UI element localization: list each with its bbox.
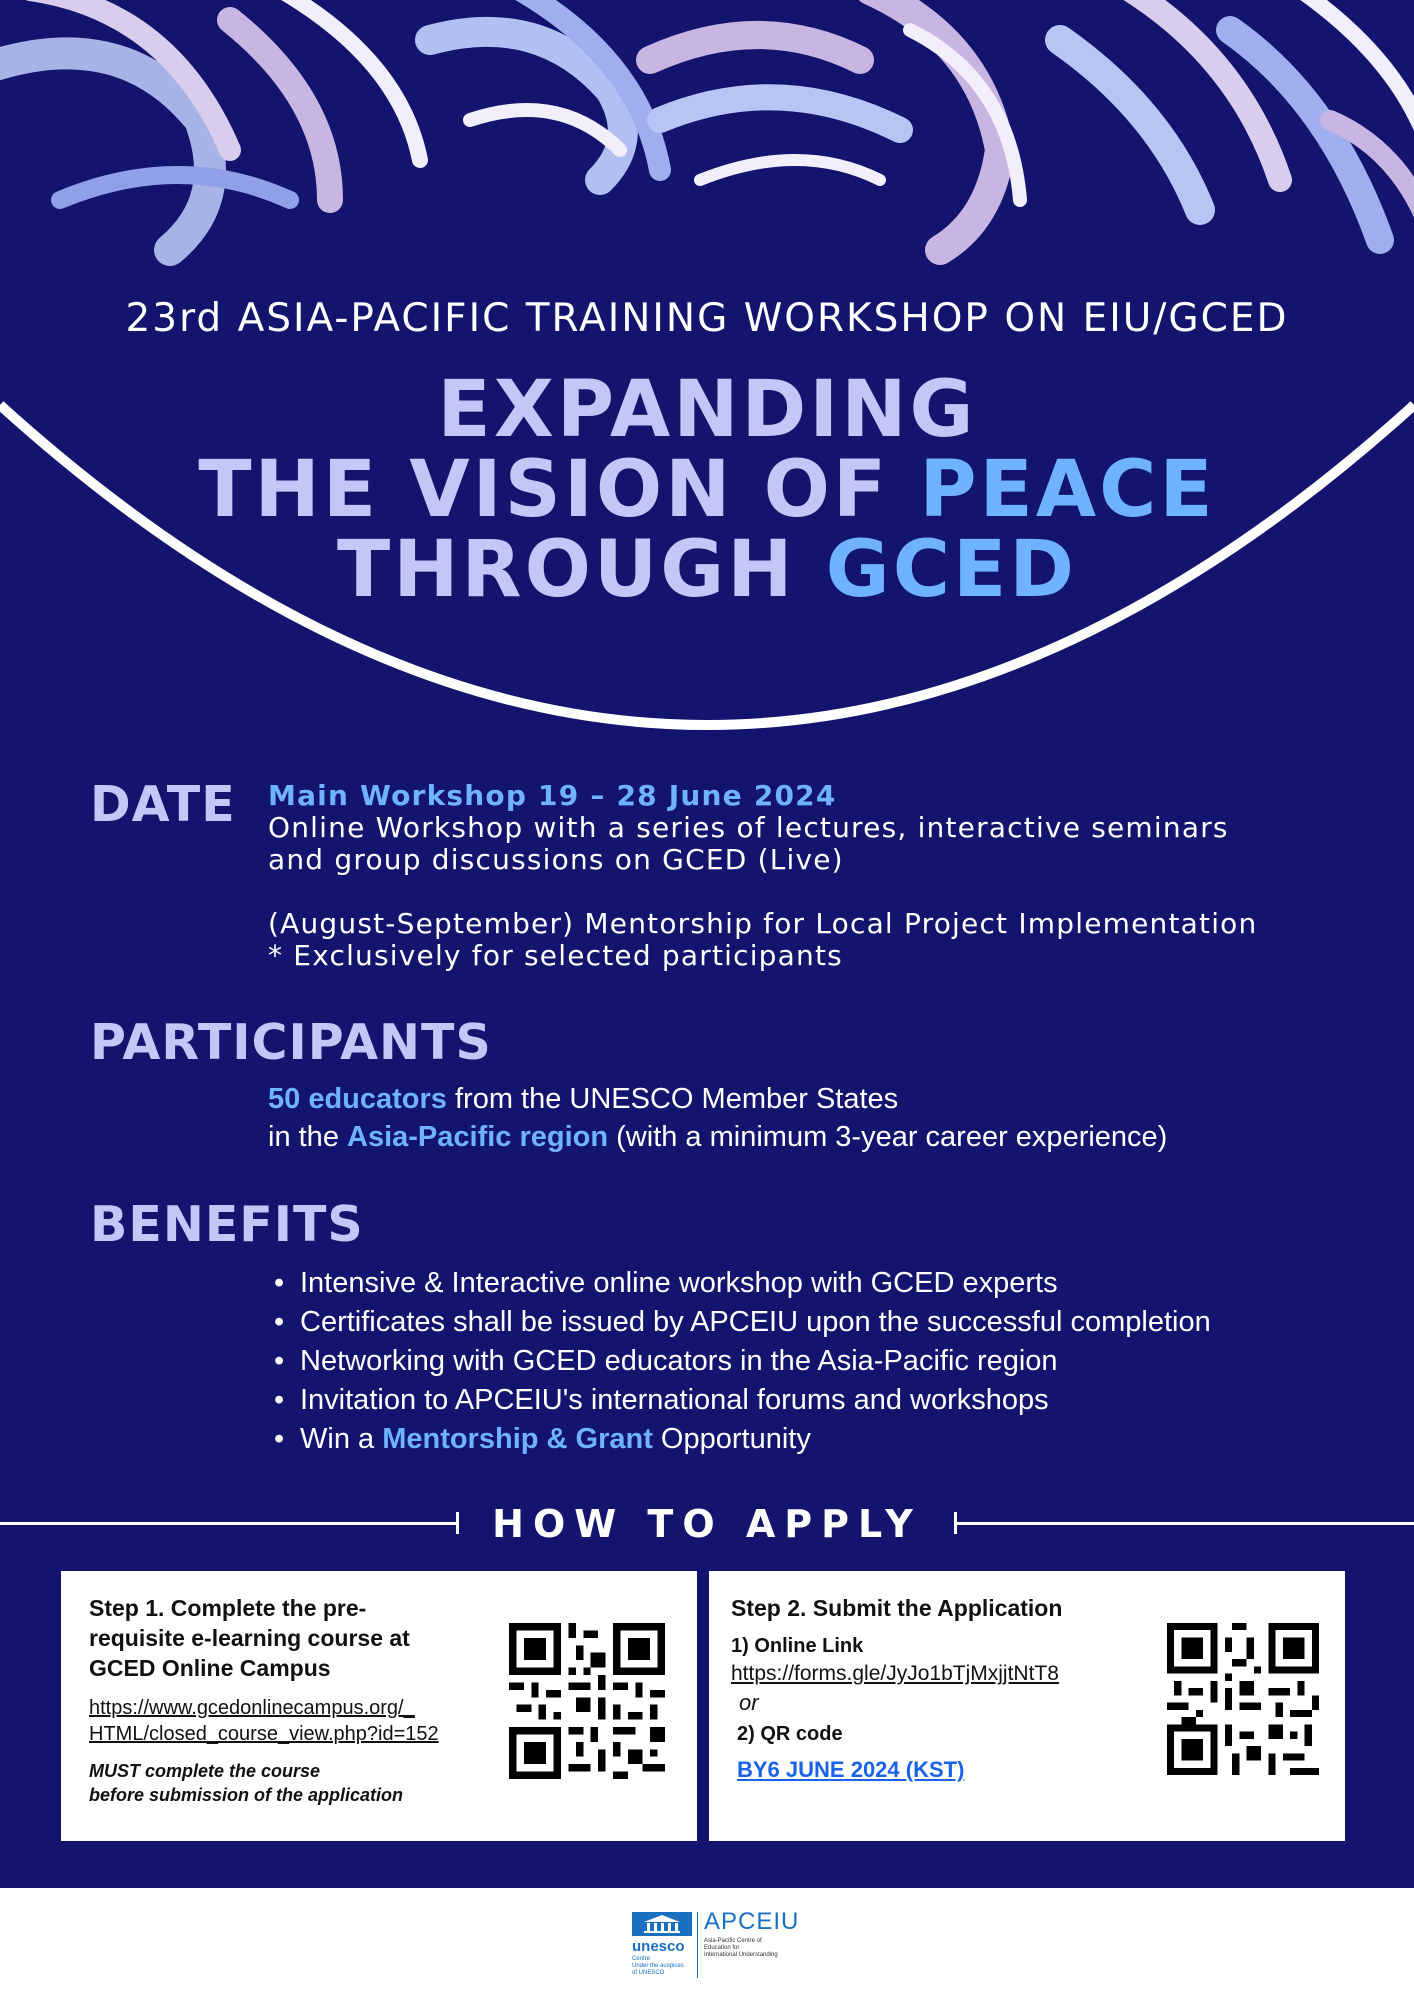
- benefit-text-end: Opportunity: [652, 1423, 811, 1455]
- step1-title-line-1: Step 1. Complete the pre-: [89, 1595, 367, 1621]
- step1-note-line-1: MUST complete the course: [89, 1761, 321, 1781]
- list-item: • Intensive & Interactive online workshop with GCED experts: [270, 1264, 1211, 1303]
- qr-code-icon[interactable]: [509, 1623, 665, 1779]
- date-heading: DATE: [90, 776, 236, 833]
- participant-count: 50 educators: [268, 1083, 447, 1115]
- title-line-2-text: THE VISION OF: [198, 445, 920, 535]
- date-description-line-2: and group discussions on GCED (Live): [268, 843, 844, 876]
- unesco-wordmark: unesco: [632, 1938, 685, 1955]
- participants-line-2: [268, 1118, 1167, 1156]
- unesco-subtext-line: Under the auspices: [632, 1963, 684, 1969]
- participants-text-3: (with a minimum 3-year career experience): [608, 1121, 1168, 1153]
- apceiu-subtext: [704, 1938, 778, 1959]
- participants-heading: PARTICIPANTS: [90, 1014, 492, 1071]
- step1-card: [61, 1571, 697, 1841]
- title-line-2: [0, 445, 1414, 535]
- unesco-temple-icon: [632, 1912, 692, 1936]
- apceiu-subtext-line: Asia-Pacific Centre of: [704, 1938, 762, 1944]
- gced-campus-link[interactable]: https://www.gcedonlinecampus.org/_: [89, 1697, 415, 1719]
- deadline-link[interactable]: BY6 JUNE 2024 (KST): [737, 1757, 965, 1782]
- main-workshop-date: Main Workshop 19 – 28 June 2024: [268, 779, 837, 812]
- logo-divider: [697, 1912, 698, 1978]
- mentorship-grant-highlight: Mentorship & Grant: [382, 1423, 653, 1455]
- or-text: or: [739, 1690, 759, 1715]
- title-line-3: [0, 525, 1414, 615]
- unesco-subtext-line: Centre: [632, 1956, 651, 1962]
- participants-line-1: [268, 1080, 1167, 1118]
- qr-code-icon[interactable]: [1167, 1623, 1319, 1775]
- title-line-1: EXPANDING: [437, 365, 977, 455]
- benefits-heading: BENEFITS: [90, 1196, 364, 1253]
- list-item: • Certificates shall be issued by APCEIU upon the successful completion: [270, 1303, 1211, 1342]
- divider-cap-left: [456, 1512, 459, 1534]
- title-line-3-text: THROUGH: [337, 525, 826, 615]
- apceiu-logo: APCEIU: [704, 1908, 800, 1935]
- page-title: [0, 365, 1414, 615]
- online-link-label: 1) Online Link: [731, 1635, 864, 1657]
- step2-title: Step 2. Submit the Application: [731, 1595, 1063, 1621]
- apceiu-subtext-line: Education for: [704, 1945, 740, 1951]
- step1-note-line-2: before submission of the application: [89, 1785, 404, 1805]
- date-description-line-1: Online Workshop with a series of lectures, interactive seminars: [268, 811, 1229, 844]
- how-to-apply-heading: HOW TO APPLY: [492, 1502, 922, 1546]
- workshop-subtitle: 23rd ASIA-PACIFIC TRAINING WORKSHOP ON EIU/GCED: [125, 296, 1289, 341]
- participants-text-2: in the: [268, 1121, 347, 1153]
- list-item: • Invitation to APCEIU's international forums and workshops: [270, 1381, 1211, 1420]
- unesco-subtext-line: of UNESCO: [632, 1970, 665, 1976]
- participant-region: Asia-Pacific region: [347, 1121, 609, 1153]
- unesco-subtext: [632, 1956, 684, 1977]
- step1-title-line-2: requisite e-learning course at: [89, 1625, 410, 1651]
- list-item: • Networking with GCED educators in the Asia-Pacific region: [270, 1342, 1211, 1381]
- step1-title-line-3: GCED Online Campus: [89, 1655, 331, 1681]
- title-highlight-peace: PEACE: [919, 445, 1216, 535]
- benefits-list: [270, 1264, 1211, 1459]
- participants-text-1: from the UNESCO Member States: [446, 1083, 899, 1115]
- date-details: [268, 780, 1257, 972]
- footer: [0, 1888, 1414, 2000]
- title-highlight-gced: GCED: [825, 525, 1077, 615]
- application-form-link[interactable]: https://forms.gle/JyJo1bTjMxjjtNtT8: [731, 1662, 1059, 1685]
- divider-right: [954, 1522, 1414, 1525]
- qr-code-label: 2) QR code: [737, 1723, 843, 1745]
- apceiu-subtext-line: International Understanding: [704, 1952, 778, 1958]
- participants-details: [268, 1080, 1167, 1156]
- benefit-text: Win a: [300, 1423, 383, 1455]
- mentorship-note: * Exclusively for selected participants: [268, 939, 843, 972]
- list-item: [270, 1420, 1211, 1459]
- mentorship-period: (August-September) Mentorship for Local Project Implementation: [268, 907, 1258, 940]
- divider-left: [0, 1522, 458, 1525]
- gced-campus-link-cont[interactable]: HTML/closed_course_view.php?id=152: [89, 1723, 439, 1745]
- step2-card: [709, 1571, 1345, 1841]
